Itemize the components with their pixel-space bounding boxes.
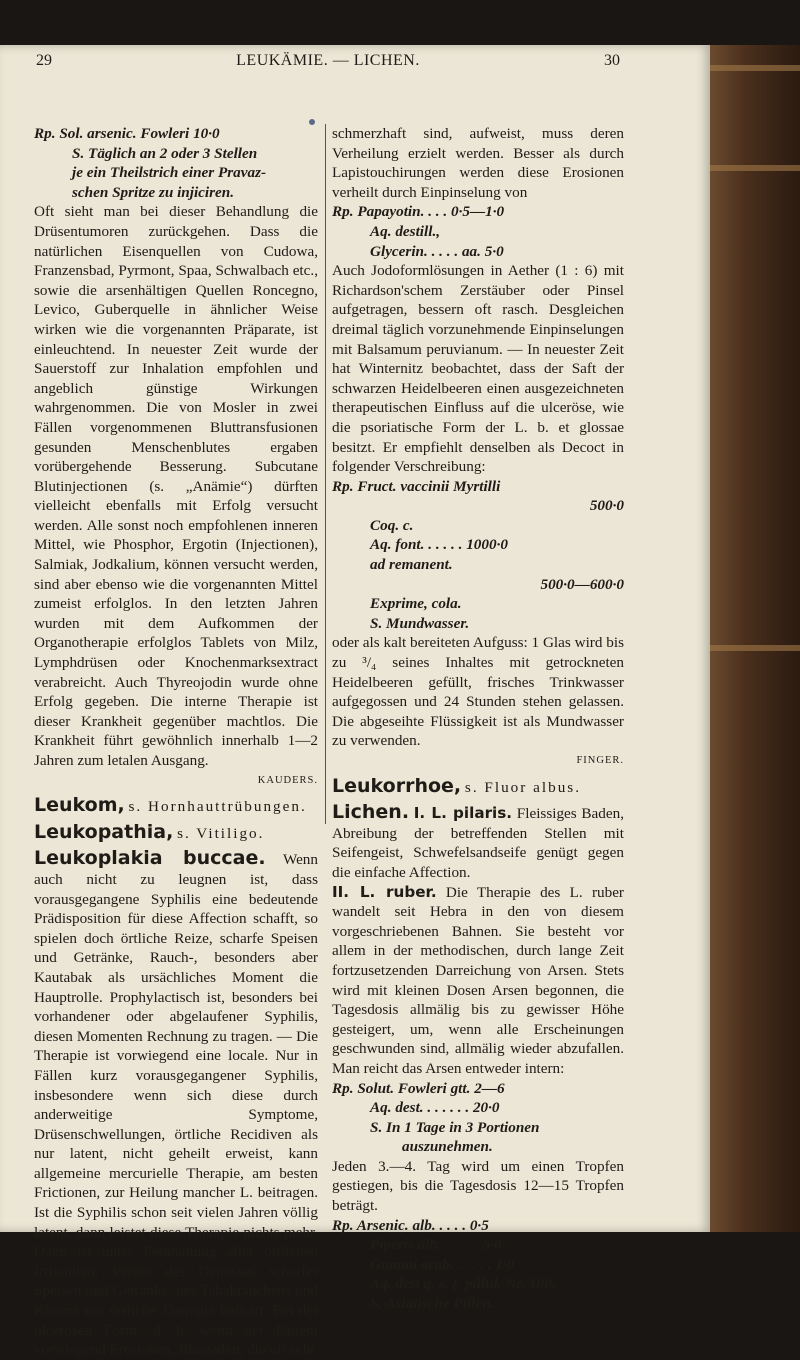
entry-title: Lichen.	[332, 801, 410, 824]
prescription-line: Glycerin. . . . . aa. 5·0	[370, 242, 504, 260]
entry-leukoplakia	[34, 849, 318, 1359]
prescription-line: Rp. Solut. Fowleri gtt. 2—6	[332, 1079, 505, 1097]
prescription-line: Aq. dest q. s. f. pillul. Nr. 100.	[370, 1275, 556, 1293]
left-column	[34, 124, 318, 1360]
prescription-line: je ein Theilstrich einer Pravaz-	[72, 164, 267, 182]
prescription-line: ad remanent.	[370, 556, 453, 574]
section-label: II. L. ruber.	[332, 882, 437, 901]
page-number-right: 30	[604, 52, 620, 69]
column-divider	[325, 124, 326, 824]
prescription-line: Aq. font. . . . . . 1000·0	[370, 536, 508, 554]
paragraph: Jeden 3.—4. Tag wird um einen Tropfen gestiegen, bis die Tagesdosis 12—15 Tropfen beträgt.	[332, 1157, 624, 1215]
entry-reference: s. Hornhauttrübungen.	[128, 798, 307, 816]
prescription-line: Coq. c.	[370, 516, 414, 534]
author-signature: FINGER.	[576, 755, 624, 766]
right-column	[332, 124, 624, 1314]
entry-title: Leukoplakia buccae.	[34, 847, 266, 870]
entry-leukorrhoe	[332, 774, 624, 798]
entry-title: Leukom,	[34, 794, 125, 817]
book-spine-edge	[710, 45, 800, 1232]
entry-body: Wenn auch nicht zu leugnen ist, dass vorausgegangene Syphilis eine bedeutende Prädisposition für diese Affection schafft, so spielen doch örtliche Reize, scharfe Speisen und Getränke, Rauch-, besonders aber Kautabak als ursächliches Moment die Hauptrolle. Prophylactisch ist, besonders bei vorhandener oder abgelaufener Syphilis, diesen Momenten Rechnung zu tragen. — Die Therapie ist vorwiegend eine locale. Nur in Fällen kurz vorausgegangener Syphilis, insbesondere wenn sich diese durch anderweitige Symptome, Drüsenschwellungen, örtliche Recidiven als nur latent, nicht geheilt erweist, kann allgemeine mercurielle Therapie, am besten Frictionen, zur Heilung mancher L. beitragen. Ist die Syphilis schon seit vielen Jahren völlig latent, dann leistet diese Therapie nichts mehr. Dann ist unter Fernhaltung aller örtlichen Irritantien, Verbot des Genusses scharfer Speisen und Getränke, des Tabakrauchens und Kauens nur örtliche Therapie indicirt. Bei der ulcerösen Form, d. h. wenn der Patient vorwiegend Erosionen, Rhagaden, die oft sehr	[34, 851, 318, 1359]
running-title: LEUKÄMIE. — LICHEN.	[236, 52, 420, 69]
entry-title: Leukopathia,	[34, 820, 174, 843]
entry-lichen-ruber	[332, 883, 624, 1079]
paragraph: Oft sieht man bei dieser Behandlung die Drüsentumoren zurückgehen. Dass die natürlichen Eisenquellen von Cudowa, Franzensbad, Pyrmont, Spaa, Schwalbach etc., sowie die arsenhältigen Quellen Roncegno, Levico, Guberquelle in ähnlicher Weise wirken wie die vorgenannten Präparate, ist einleuchtend. In neuester Zeit wurde der Sauerstoff zur Inhalation empfohlen und angeblich günstige Wirkungen wahrgenommen. Die von Mosler in zwei Fällen vorgenommenen Bluttransfusionen gesunden Menschenblutes ergaben vorübergehende Besserung. Subcutane Blutinjectionen (s. „Anämie“) dürften vielleicht ebenfalls mit Erfolg versucht werden. Alle sonst noch empfohlenen inneren Mittel, wie Phosphor, Ergotin (Injectionen), Salmiak, Jodkalium, können versucht werden, sind aber ebenso wie die vorgenannten Mittel zumeist erfolglos. In den letzten Jahren wurden mit dem Aufkommen der Organotherapie erfolglos Tablets von Milz, Lymphdrüsen oder Knochenmarksextract verabreicht. Auch Thyreojodin wurde ohne Erfolg gegeben. Die interne Therapie ist dieser Krankheit gegenüber machtlos. Die Krankheit führt gewöhnlich innerhalb 1—2 Jahren zum letalen Ausgang.	[34, 203, 318, 769]
entry-leukopathia	[34, 820, 318, 844]
paragraph: schmerzhaft sind, aufweist, muss deren Verheilung erzielt werden. Besser als durch Lapistouchirungen werden diese Erosionen verheilt durch Einpinselung von	[332, 125, 624, 201]
page-header	[36, 52, 620, 74]
prescription-line: auszunehmen.	[402, 1138, 493, 1156]
prescription-line: Exprime, cola.	[370, 595, 462, 613]
prescription-line: 500·0—600·0	[540, 575, 624, 593]
prescription-line: S. Mundwasser.	[370, 614, 470, 632]
prescription-line: S. In 1 Tage in 3 Portionen	[370, 1118, 540, 1136]
prescription-line: Piperis alb. . . . . . 5·0	[370, 1236, 502, 1254]
prescription-line: Gummi arab. . . . . . 1·0	[370, 1255, 515, 1273]
section-label: I. L. pilaris.	[413, 804, 513, 823]
entry-body: Die Therapie des L. ruber wandelt seit Hebra in den von diesem vorgeschriebenen Bahnen. Sie besteht vor allem in der methodischen, durch lange Zeit fortzusetzenden Darreichung von Arsen. Stets wird mit kleinen Dosen Arsen begonnen, die Tagesdosis allmälig bis zu gewisser Höhe gesteigert, um, wenn alle Erscheinungen geschwunden sind, allmälig wieder abzufallen. Man reicht das Arsen entweder intern:	[332, 883, 624, 1077]
prescription-line: Rp. Arsenic. alb. . . . . 0·5	[332, 1216, 489, 1234]
prescription-line: schen Spritze zu injiciren.	[72, 183, 235, 201]
paragraph: oder als kalt bereiteten Aufguss: 1 Glas wird bis zu ³/₄ seines Inhaltes mit getrockneten Heidelbeeren gefüllt, frisches Trinkwasser aufgegossen und 24 Stunden stehen gelassen. Die abgeseihte Flüssigkeit ist als Mundwasser zu verwenden.	[332, 634, 624, 750]
prescription-line: Rp. Fruct. vaccinii Myrtilli	[332, 477, 501, 495]
prescription-line: 500·0	[589, 497, 624, 515]
prescription-line: Rp. Sol. arsenic. Fowleri 10·0	[34, 125, 220, 142]
entry-leukom	[34, 796, 318, 817]
ink-mark	[309, 119, 315, 125]
page-number-left: 29	[36, 52, 52, 69]
prescription-line: Aq. destill.,	[370, 222, 441, 240]
prescription-line: Rp. Papayotin. . . . 0·5—1·0	[332, 203, 505, 221]
entry-title: Leukorrhoe,	[332, 774, 462, 797]
prescription-line: Aq. dest. . . . . . . 20·0	[370, 1099, 500, 1117]
entry-body: Fleissiges Baden, Abreibung der betreffenden Stellen mit Seifengeist, Schwefelsandseife genügt gegen die einfache Affection.	[332, 805, 625, 881]
entry-reference: s. Vitiligo.	[177, 824, 265, 842]
entry-reference: s. Fluor albus.	[464, 778, 581, 796]
entry-lichen	[332, 803, 624, 882]
author-signature: KAUDERS.	[257, 774, 318, 786]
prescription-line: S. Täglich an 2 oder 3 Stellen	[72, 144, 258, 162]
prescription-line: S. Asiatische Pillen.	[370, 1295, 495, 1313]
paragraph: Auch Jodoformlösungen in Aether (1 : 6) mit Richardson'schem Zerstäuber oder Pinsel aufgetragen, bessern oft rasch. Desgleichen dreimal täglich vorzunehmende Einpinselungen mit Balsamum peruvianum. — In neuester Zeit hat Winternitz beobachtet, dass der Saft der schwarzen Heidelbeeren einen ausgezeichneten therapeutischen Einfluss auf die ulceröse, wie die psoriatische Form der L. b. et glossae besitzt. Er empfiehlt denselben als Decoct in folgender Verschreibung:	[332, 262, 624, 476]
